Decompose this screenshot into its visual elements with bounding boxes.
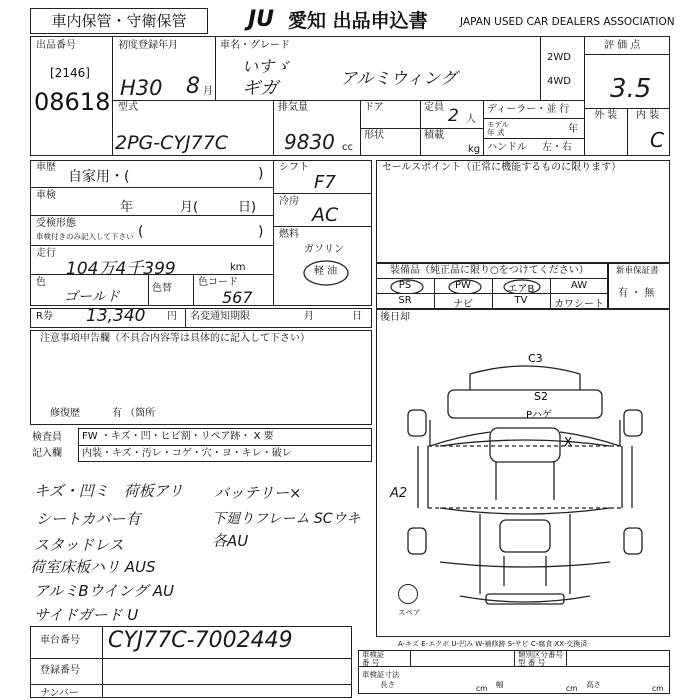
association-name-text: JAPAN USED CAR DEALERS ASSOCIATION — [460, 16, 675, 28]
handle-value: 左・右 — [542, 142, 572, 153]
repaint-label: 色替 — [152, 283, 172, 294]
recycle-label: R券 — [36, 311, 53, 322]
tax-day: 日 — [352, 311, 362, 322]
spare-label: スペア — [398, 608, 421, 617]
color-code-label: 色コード — [198, 277, 238, 288]
diagram-mark-c3: C3 — [528, 352, 543, 365]
inspection-form-close: ) — [258, 224, 264, 240]
diagram-mark-peel: Pハゲ — [526, 410, 553, 421]
width-label: 幅 — [496, 680, 504, 689]
warranty-value: 有 ・ 無 — [618, 288, 655, 299]
remark-line: シートカバー有 — [36, 510, 141, 528]
form-title-text: 愛知 出品申込書 — [288, 10, 428, 32]
interior-value: C — [650, 128, 664, 152]
repair-history-label: 修復歴 — [50, 408, 80, 419]
recycle-value: 13,340 — [86, 306, 146, 326]
load-label: 積載 — [424, 130, 444, 141]
car-name-label: 車名・グレード — [220, 40, 290, 51]
color-label: 色 — [36, 277, 46, 288]
height-unit: cm — [652, 684, 664, 693]
tax-month: 月 — [304, 311, 314, 322]
inspection-label: 車検 — [36, 190, 56, 201]
ju-logo-text: JU — [248, 7, 275, 32]
car-grade: アルミウィング — [340, 69, 457, 89]
remark-right-line: バッテリー× — [214, 484, 302, 502]
equip-ps: PS — [398, 280, 412, 291]
model-code: 2PG-CYJ77C — [115, 132, 229, 154]
handle-label: ハンドル — [487, 142, 527, 153]
chassis-number: CYJ77C-7002449 — [108, 628, 293, 653]
remark-line: スタッドレス — [34, 536, 124, 554]
class-label2: 型 番 号 — [518, 658, 546, 667]
spare-tire-icon — [398, 584, 418, 604]
shift-label: シフト — [279, 162, 309, 173]
equip-airbag: エアB — [507, 284, 535, 295]
model-year-label: モデル — [487, 120, 510, 129]
repair-history-value: 有 （箇所 — [112, 408, 156, 419]
exterior-label: 外 装 — [594, 110, 618, 121]
fuel-label: 燃料 — [279, 229, 299, 240]
displacement: 9830 — [284, 130, 335, 154]
grade-label: 評 価 点 — [604, 40, 641, 51]
equipment-circles — [380, 270, 600, 294]
door-label: ドア — [364, 102, 384, 113]
fuel-circle-mark — [296, 256, 356, 290]
displacement-label: 排気量 — [278, 102, 308, 113]
registration-era: H30 — [120, 76, 163, 100]
inspection-form-note: 車検付きのみ記入して下さい — [36, 232, 134, 241]
form-title — [288, 9, 428, 33]
ac-label: 冷房 — [279, 196, 299, 207]
height-label: 高さ — [586, 680, 601, 689]
equip-leather: カワシート — [554, 299, 604, 310]
mileage-label: 走行 — [36, 248, 56, 259]
damage-legend: A-キズ E-エクボ U-凹み W-補修跡 S-サビ C-腐食 XX-交換済 — [398, 640, 588, 648]
ju-logo — [248, 8, 274, 32]
inspection-form-label: 受検形態 — [36, 218, 76, 229]
recycle-unit: 円 — [167, 311, 177, 322]
grade-value: 3.5 — [610, 74, 652, 104]
model-code-label: 型式 — [118, 102, 138, 113]
lot-small-number: [2146] — [50, 66, 90, 80]
shift-value: F7 — [314, 172, 336, 193]
equip-navi: ナビ — [453, 299, 473, 310]
remark-line: キズ・凹ミ 荷板アリ — [34, 482, 184, 500]
drive-4wd: 4WD — [547, 76, 571, 87]
capacity-unit: 人 — [466, 114, 476, 125]
length-unit: cm — [476, 684, 488, 693]
equip-tv: TV — [514, 295, 528, 306]
capacity: 2 — [448, 106, 459, 126]
load-unit: kg — [468, 144, 481, 155]
equip-aw: AW — [570, 280, 588, 291]
registration-month: 8 — [186, 74, 200, 99]
mileage-unit: km — [230, 262, 246, 273]
history-close: ) — [258, 166, 264, 182]
dealer-label: ディーラー・並 行 — [487, 104, 570, 115]
tax-deadline-label: 名変通知期限 — [190, 311, 250, 322]
model-year-label2: 年 式 — [487, 128, 505, 137]
inspection-year: 年 — [120, 200, 134, 215]
cert-label2: 番 号 — [362, 658, 380, 667]
drive-2wd: 2WD — [547, 52, 571, 63]
equipment-label: 装備品（純正品に限り○をつけてください） — [390, 265, 589, 276]
length-label: 長さ — [380, 680, 395, 689]
diagram-mark-a2: A2 — [390, 486, 408, 501]
equip-pw: PW — [455, 280, 471, 291]
registration-month-unit: 月 — [203, 86, 213, 97]
inspector-label-1: 検査員 — [32, 432, 62, 443]
history-value: 自家用・( — [68, 169, 130, 185]
equip-sr: SR — [398, 295, 412, 306]
registration-number-label: 登録番号 — [40, 665, 80, 676]
inspector-label-2: 記入欄 — [32, 448, 62, 459]
diagram-mark-x: X — [564, 435, 573, 449]
car-model: ギガ — [242, 78, 278, 99]
history-label: 車歴 — [36, 162, 56, 173]
body-shape-label: 形状 — [364, 130, 384, 141]
displacement-unit: cc — [342, 142, 353, 153]
inspector-row-2: 内装・キズ・汚レ・コゲ・穴・ヨ・キレ・破レ — [82, 448, 292, 459]
mileage-value: 104万4千399 — [66, 259, 176, 279]
inspection-day: 日) — [238, 200, 257, 215]
fuel-value: ガソリン — [304, 244, 344, 255]
remark-right-line: 下廻りフレーム SCウキ — [212, 511, 361, 527]
color-code: 567 — [222, 288, 253, 307]
first-registration-label: 初度登録年月 — [118, 40, 178, 51]
capacity-label: 定員 — [424, 102, 444, 113]
inspector-row-1: FW ・キズ・凹・ヒビ割・リペア跡・ X 要 — [82, 431, 274, 442]
association-name — [460, 16, 675, 28]
class-label: 類別区分番号 — [518, 650, 563, 659]
storage-tag — [30, 8, 208, 34]
sales-point-label: セールスポイント（正常に機能するものに限ります） — [382, 162, 622, 173]
inspection-form-open: ( — [138, 224, 144, 240]
remark-line: アルミBウイング AU — [34, 582, 174, 600]
diagram-mark-s2: S2 — [534, 390, 548, 403]
inspection-month: 月( — [180, 200, 199, 215]
cert-label: 車検証 — [362, 650, 385, 659]
width-unit: cm — [566, 684, 578, 693]
plate-label: ナンバー — [40, 688, 79, 699]
storage-tag-text: 車内保管・守衛保管 — [51, 12, 187, 30]
interior-label: 内 装 — [636, 110, 660, 121]
lot-number: 08618 — [34, 88, 111, 116]
sales-point-frame — [376, 160, 670, 263]
car-make: いすゞ — [242, 57, 291, 76]
model-year-unit: 年 — [568, 124, 578, 135]
color-value: ゴールド — [64, 289, 120, 305]
notes-label: 注意事項申告欄（不具合内容等は具体的に記入して下さい） — [40, 333, 310, 344]
truck-damage-diagram — [400, 350, 650, 620]
cert-dimension-label: 車検証寸法 — [362, 670, 400, 679]
chassis-label: 車台番号 — [40, 635, 80, 646]
remark-right-line: 各AU — [212, 532, 249, 550]
fuel-value2: 軽 油 — [314, 266, 338, 277]
lot-number-label: 出品番号 — [36, 40, 76, 51]
ac-value: AC — [312, 204, 339, 226]
remark-line: 荷室床板ハリ AUS — [30, 558, 156, 576]
remark-line: サイドガード U — [34, 606, 139, 624]
rear-label: 後日却 — [380, 312, 410, 323]
warranty-label: 新車保証書 — [616, 266, 659, 276]
